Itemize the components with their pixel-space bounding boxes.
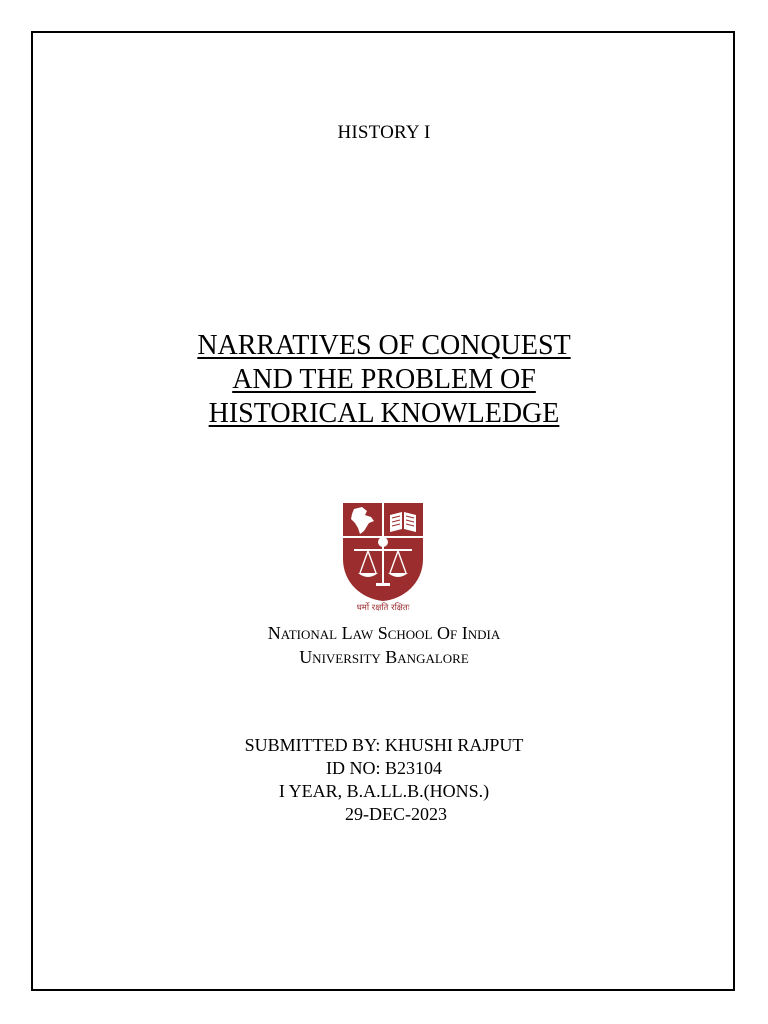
title-line-3: HISTORICAL KNOWLEDGE xyxy=(208,398,560,429)
submission-details xyxy=(0,734,768,826)
institution-name xyxy=(0,621,768,669)
emblem-motto: धर्मो रक्षति रक्षितः xyxy=(356,603,410,613)
paper-title xyxy=(0,329,768,431)
id-number: ID NO: B23104 xyxy=(326,758,442,778)
submission-date: 29-DEC-2023 xyxy=(345,804,447,824)
course-title: HISTORY I xyxy=(337,122,431,143)
institution-line-2: University Bangalore xyxy=(299,647,469,667)
nlsiu-emblem-logo xyxy=(340,501,426,613)
submitted-by: SUBMITTED BY: KHUSHI RAJPUT xyxy=(244,735,524,755)
institution-line-1: National Law School Of India xyxy=(267,623,501,643)
year-program: I YEAR, B.A.LL.B.(HONS.) xyxy=(278,781,490,801)
title-line-2: AND THE PROBLEM OF xyxy=(232,364,536,395)
title-line-1: NARRATIVES OF CONQUEST xyxy=(197,330,571,361)
